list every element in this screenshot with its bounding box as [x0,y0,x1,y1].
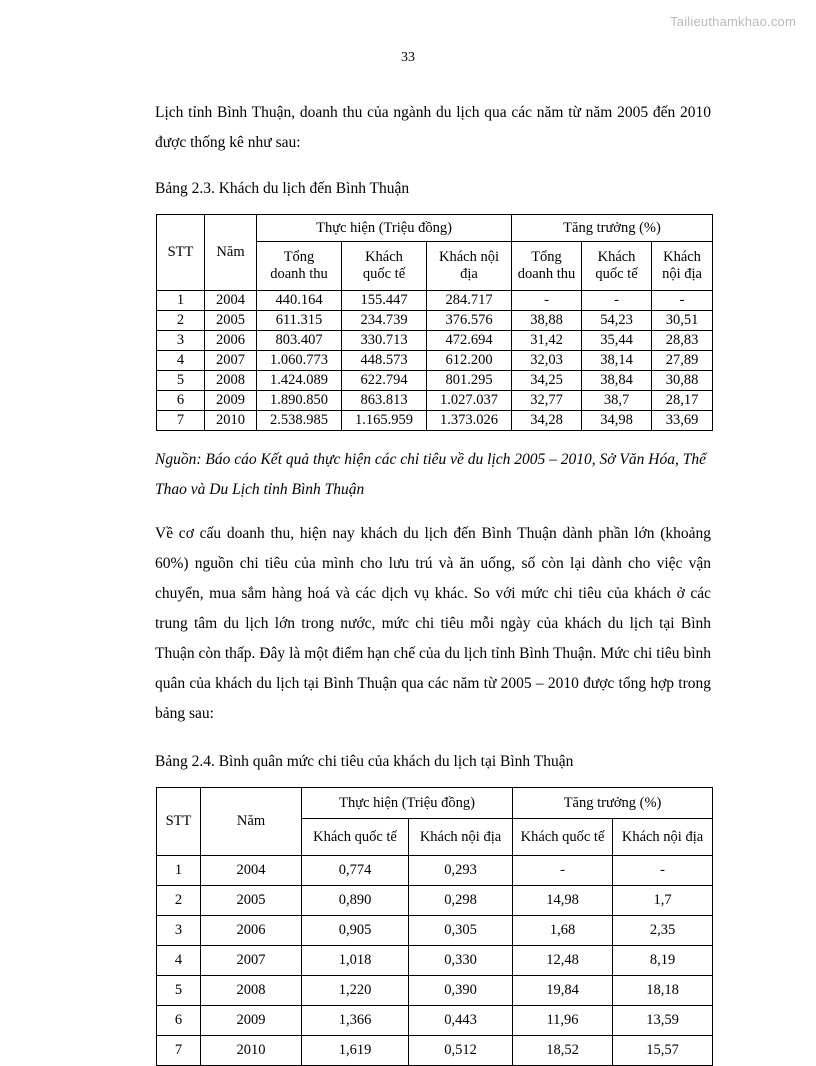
table-23-cell-th_tong: 611.315 [257,311,342,331]
table-24-head [157,788,713,856]
table-row [157,371,713,391]
table-23-cell-th_tong: 1.890.850 [257,391,342,411]
table-23-cell-tt_nd: 33,69 [652,411,713,431]
table-23-cell-th_qt: 1.165.959 [342,411,427,431]
table-24-cell-nam: 2004 [201,856,302,886]
table-24-cell-th_nd: 0,390 [409,976,513,1006]
table-23-cell-tt_tong: 32,03 [512,351,582,371]
table-binh-quan-muc-chi-tieu [156,787,713,1066]
table-23-cell-th_nd: 472.694 [427,331,512,351]
table-23-cell-nam: 2004 [205,291,257,311]
table-24-cell-nam: 2006 [201,916,302,946]
table-23-header-nam: Năm [205,215,257,291]
table-23-cell-stt: 5 [157,371,205,391]
spacer [155,777,711,787]
table-24-cell-th_qt: 1,366 [302,1006,409,1036]
table-24-header-th-khach-quoc-te: Khách quốc tế [302,819,409,856]
table-24-cell-th_qt: 1,619 [302,1036,409,1066]
table-24-header-tt-khach-quoc-te: Khách quốc tế [513,819,613,856]
table-23-cell-th_tong: 1.424.089 [257,371,342,391]
table-24-cell-nam: 2009 [201,1006,302,1036]
watermark-text: Tailieuthamkhao.com [670,14,796,29]
table-23-cell-nam: 2005 [205,311,257,331]
table-24-cell-th_qt: 1,220 [302,976,409,1006]
table-23-cell-tt_tong: 32,77 [512,391,582,411]
table-23-header-group-tang-truong: Tăng trưởng (%) [512,215,713,242]
table-row [157,391,713,411]
table-24-cell-th_qt: 1,018 [302,946,409,976]
table-23-body [157,291,713,431]
table-24-header-group-tang-truong: Tăng trưởng (%) [513,788,713,819]
table-23-cell-tt_qt: 54,23 [582,311,652,331]
table-khach-du-lich-den-binh-thuan [156,214,713,431]
table-24-cell-tt_qt: 1,68 [513,916,613,946]
table-24-cell-stt: 2 [157,886,201,916]
table-24-header-group-thuc-hien: Thực hiện (Triệu đồng) [302,788,513,819]
spacer [155,204,711,214]
table-23-cell-nam: 2007 [205,351,257,371]
table-23-cell-tt_nd: 28,83 [652,331,713,351]
table-24-cell-th_qt: 0,774 [302,856,409,886]
table-row [157,1036,713,1066]
table-23-cell-stt: 7 [157,411,205,431]
table-24-cell-th_nd: 0,293 [409,856,513,886]
table-24-header-th-khach-noi-dia: Khách nội địa [409,819,513,856]
table-23-header-th-tong-doanh-thu: Tổng doanh thu [257,242,342,291]
table-23-cell-tt_tong: 31,42 [512,331,582,351]
table-24-cell-tt_qt: 12,48 [513,946,613,976]
table-23-cell-tt_nd: 28,17 [652,391,713,411]
table-23-cell-nam: 2009 [205,391,257,411]
intro-paragraph: Lịch tỉnh Bình Thuận, doanh thu của ngành du lịch qua các năm từ năm 2005 đến 2010 được thống kê như sau: [155,104,711,151]
table-23-caption: Bảng 2.3. Khách du lịch đến Bình Thuận [155,180,410,197]
table-23-cell-th_tong: 2.538.985 [257,411,342,431]
table-24-cell-stt: 1 [157,856,201,886]
table-23-cell-th_tong: 440.164 [257,291,342,311]
table-24-cell-tt_qt: 19,84 [513,976,613,1006]
table-23-cell-tt_tong: - [512,291,582,311]
table-23-head [157,215,713,291]
table-24-cell-tt_qt: 11,96 [513,1006,613,1036]
table-24-cell-th_qt: 0,890 [302,886,409,916]
table-23-cell-tt_qt: 38,84 [582,371,652,391]
table-23-cell-tt_qt: 38,7 [582,391,652,411]
table-row [157,856,713,886]
table-24-cell-stt: 6 [157,1006,201,1036]
table-24-cell-tt_nd: 8,19 [613,946,713,976]
table-24-cell-th_nd: 0,298 [409,886,513,916]
table-23-cell-stt: 2 [157,311,205,331]
table-row [157,291,713,311]
table-23-header-group-thuc-hien: Thực hiện (Triệu đồng) [257,215,512,242]
table-23-cell-th_tong: 803.407 [257,331,342,351]
spacer [155,158,711,174]
table-24-caption: Bảng 2.4. Bình quân mức chi tiêu của khách du lịch tại Bình Thuận [155,753,574,770]
table-23-cell-th_nd: 801.295 [427,371,512,391]
table-row [157,916,713,946]
table-24-cell-tt_nd: 1,7 [613,886,713,916]
page-content [155,98,711,1066]
table-23-source-note: Nguồn: Báo cáo Kết quả thực hiện các chỉ tiêu về du lịch 2005 – 2010, Sở Văn Hóa, Thể Thao và Du Lịch tỉnh Bình Thuận [155,451,706,498]
table-23-cell-th_nd: 1.027.037 [427,391,512,411]
table-24-cell-stt: 4 [157,946,201,976]
table-23-cell-stt: 3 [157,331,205,351]
table-24-cell-th_nd: 0,512 [409,1036,513,1066]
table-row [157,331,713,351]
table-23-cell-th_nd: 1.373.026 [427,411,512,431]
table-23-cell-tt_nd: 30,51 [652,311,713,331]
table-row [157,976,713,1006]
table-24-cell-nam: 2007 [201,946,302,976]
table-24-cell-stt: 3 [157,916,201,946]
table-23-header-tt-tong-doanh-thu: Tổng doanh thu [512,242,582,291]
table-24-cell-nam: 2008 [201,976,302,1006]
table-23-cell-nam: 2006 [205,331,257,351]
table-23-cell-tt_nd: 27,89 [652,351,713,371]
table-24-cell-nam: 2005 [201,886,302,916]
table-24-cell-tt_nd: 18,18 [613,976,713,1006]
table-24-cell-tt_nd: 15,57 [613,1036,713,1066]
table-24-body [157,856,713,1066]
table-row [157,351,713,371]
table-23-header-tt-khach-noi-dia: Khách nội địa [652,242,713,291]
table-23-cell-nam: 2008 [205,371,257,391]
table-24-cell-tt_nd: - [613,856,713,886]
spacer [155,729,711,747]
body-paragraph: Về cơ cấu doanh thu, hiện nay khách du lịch đến Bình Thuận dành phần lớn (khoảng 60%) nguồn chi tiêu của mình cho lưu trú và ăn uống, số còn lại dành cho việc vận chuyển, mua sắm hàng hoá và các dịch vụ khác. So với mức chi tiêu của khách ở các trung tâm du lịch lớn trong nước, mức chi tiêu mỗi ngày của khách du lịch tại Bình Thuận còn thấp. Đây là một điểm hạn chế của du lịch tỉnh Bình Thuận. Mức chi tiêu bình quân của khách du lịch tại Bình Thuận qua các năm từ 2005 – 2010 được tổng hợp trong bảng sau: [155,525,711,722]
table-23-cell-tt_nd: - [652,291,713,311]
table-row [157,1006,713,1036]
table-23-cell-th_tong: 1.060.773 [257,351,342,371]
table-23-header-th-khach-quoc-te: Khách quốc tế [342,242,427,291]
table-23-cell-tt_qt: 34,98 [582,411,652,431]
table-23-cell-stt: 1 [157,291,205,311]
table-row [157,311,713,331]
table-23-header-stt: STT [157,215,205,291]
table-23-cell-tt_qt: 35,44 [582,331,652,351]
table-24-header-nam: Năm [201,788,302,856]
table-23-cell-th_qt: 622.794 [342,371,427,391]
table-23-header-row-1 [157,215,713,242]
table-24-cell-tt_qt: 14,98 [513,886,613,916]
table-23-cell-tt_qt: 38,14 [582,351,652,371]
table-24-cell-th_qt: 0,905 [302,916,409,946]
table-24-cell-tt_nd: 13,59 [613,1006,713,1036]
table-24-cell-tt_qt: 18,52 [513,1036,613,1066]
table-24-cell-th_nd: 0,330 [409,946,513,976]
table-23-cell-th_qt: 863.813 [342,391,427,411]
table-24-header-tt-khach-noi-dia: Khách nội địa [613,819,713,856]
table-23-cell-th_nd: 612.200 [427,351,512,371]
table-23-cell-tt_tong: 38,88 [512,311,582,331]
table-23-cell-th_qt: 448.573 [342,351,427,371]
table-24-cell-stt: 7 [157,1036,201,1066]
table-23-cell-stt: 6 [157,391,205,411]
table-23-cell-th_nd: 376.576 [427,311,512,331]
table-24-header-row-1 [157,788,713,819]
table-23-cell-nam: 2010 [205,411,257,431]
table-23-cell-tt_tong: 34,25 [512,371,582,391]
table-24-header-stt: STT [157,788,201,856]
table-24-cell-stt: 5 [157,976,201,1006]
table-24-cell-tt_qt: - [513,856,613,886]
table-23-header-th-khach-noi-dia: Khách nội địa [427,242,512,291]
table-23-cell-tt_qt: - [582,291,652,311]
table-24-cell-tt_nd: 2,35 [613,916,713,946]
table-23-cell-stt: 4 [157,351,205,371]
table-row [157,411,713,431]
table-23-header-tt-khach-quoc-te: Khách quốc tế [582,242,652,291]
table-23-cell-th_qt: 330.713 [342,331,427,351]
table-24-cell-nam: 2010 [201,1036,302,1066]
table-24-cell-th_nd: 0,443 [409,1006,513,1036]
table-24-cell-th_nd: 0,305 [409,916,513,946]
table-row [157,946,713,976]
spacer [155,505,711,519]
table-23-cell-th_qt: 155.447 [342,291,427,311]
page-number: 33 [401,50,415,65]
table-23-cell-th_qt: 234.739 [342,311,427,331]
table-23-cell-tt_tong: 34,28 [512,411,582,431]
table-23-cell-th_nd: 284.717 [427,291,512,311]
table-23-cell-tt_nd: 30,88 [652,371,713,391]
table-row [157,886,713,916]
spacer [155,431,711,445]
